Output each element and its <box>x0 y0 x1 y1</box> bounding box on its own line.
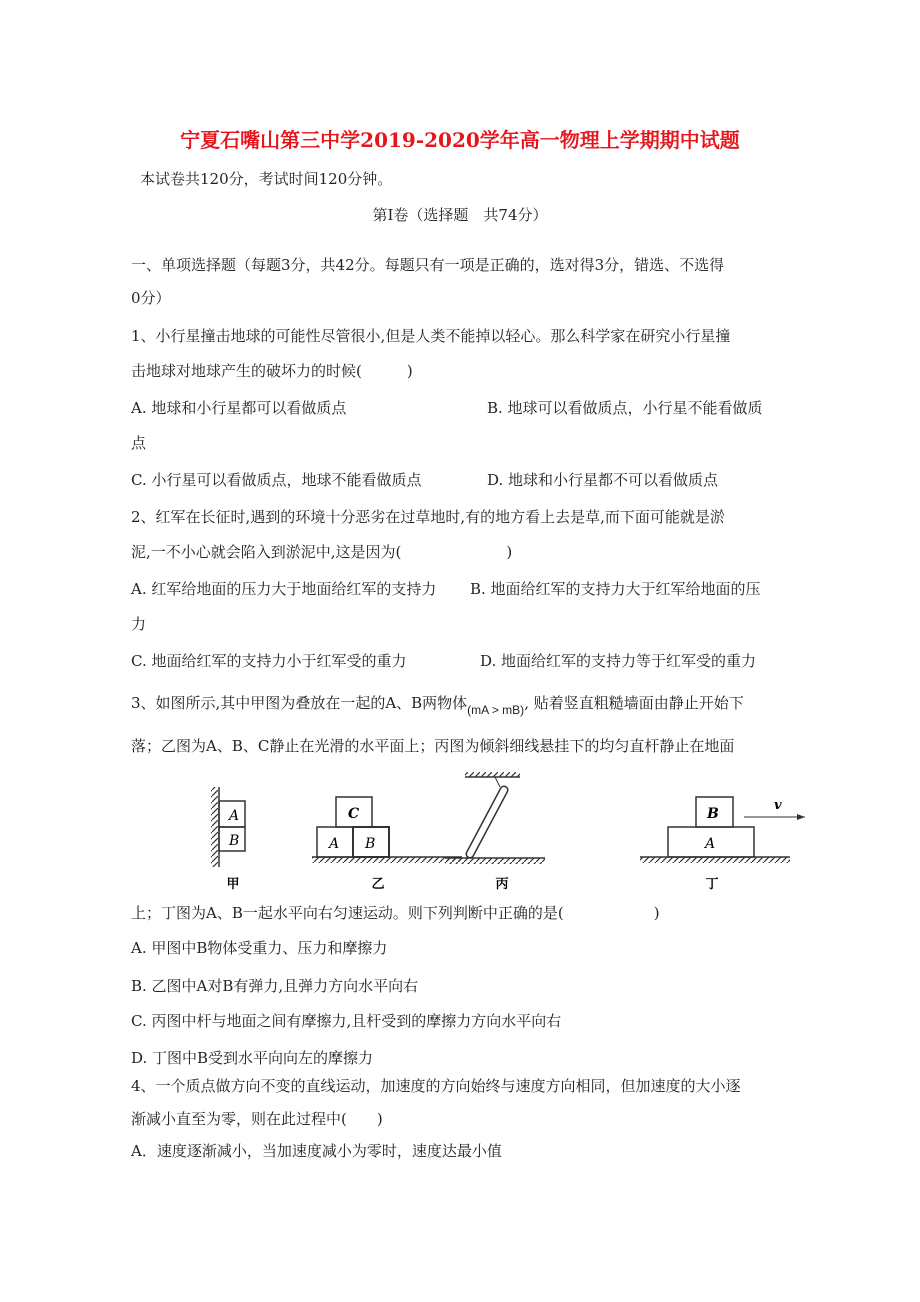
q3-stem-end: 上；丁图为A、B一起水平向右匀速运动。则下列判断中正确的是( ) <box>131 904 660 922</box>
q1-stem-cont: 击地球对地球产生的破坏力的时候( ) <box>131 362 413 380</box>
q3-stem <box>131 693 744 720</box>
figure-bing <box>445 772 545 892</box>
figure-ding <box>640 797 805 892</box>
block-b: B <box>365 836 376 852</box>
document-title: 宁夏石嘴山第三中学2019-2020学年高一物理上学期期中试题 <box>180 128 740 152</box>
q1-option-b: B. 地球可以看做质点，小行星不能看做质 <box>487 399 763 417</box>
figure-yi <box>312 797 462 892</box>
mass-condition: (mA > mB) <box>467 703 525 717</box>
q3-option-b: B. 乙图中A对B有弹力,且弹力方向水平向右 <box>131 977 419 995</box>
q1-option-d: D. 地球和小行星都不可以看做质点 <box>487 471 719 489</box>
q3-stem-b: , 贴着竖直粗糙墙面由静止开始下 <box>524 694 744 712</box>
q4-option-a: A．速度逐渐减小，当加速度减小为零时，速度达最小值 <box>131 1142 502 1160</box>
q2-option-d: D. 地面给红军的支持力等于红军受的重力 <box>480 652 757 670</box>
q3-option-a: A. 甲图中B物体受重力、压力和摩擦力 <box>131 939 388 957</box>
q1-option-b-cont: 点 <box>131 434 147 452</box>
exam-intro: 本试卷共120分，考试时间120分钟。 <box>140 170 393 188</box>
q3-figure <box>200 760 820 900</box>
figure-label: 丙 <box>495 877 509 892</box>
q2-stem: 2、红军在长征时,遇到的环境十分恶劣在过草地时,有的地方看上去是草,而下面可能就是淤 <box>131 508 725 526</box>
q2-option-b: B. 地面给红军的支持力大于红军给地面的压 <box>470 580 761 598</box>
figure-jia <box>211 787 245 892</box>
q1-option-c: C. 小行星可以看做质点，地球不能看做质点 <box>131 471 422 489</box>
block-a: A <box>705 836 716 852</box>
velocity-label: v <box>774 798 782 813</box>
q3-stem-a: 3、如图所示,其中甲图为叠放在一起的A、B两物体 <box>131 694 468 712</box>
part-heading-cont: 0分） <box>131 289 171 307</box>
q3-option-d: D. 丁图中B受到水平向向左的摩擦力 <box>131 1049 374 1067</box>
section-heading: 第Ⅰ卷（选择题 共74分） <box>372 206 548 224</box>
block-c: C <box>348 806 360 822</box>
q4-stem: 4、一个质点做方向不变的直线运动，加速度的方向始终与速度方向相同，但加速度的大小逐 <box>131 1077 741 1095</box>
part-heading: 一、单项选择题（每题3分，共42分。每题只有一项是正确的，选对得3分，错选、不选得 <box>131 256 725 274</box>
figure-label: 丁 <box>705 877 719 892</box>
q2-option-a: A. 红军给地面的压力大于地面给红军的支持力 <box>131 580 437 598</box>
figure-label: 乙 <box>371 877 385 892</box>
q2-option-c: C. 地面给红军的支持力小于红军受的重力 <box>131 652 407 670</box>
q3-stem-cont: 落；乙图为A、B、C静止在光滑的水平面上；丙图为倾斜细线悬挂下的均匀直杆静止在地面 <box>131 737 735 755</box>
q1-option-a: A. 地球和小行星都可以看做质点 <box>131 399 347 417</box>
figure-label: 甲 <box>226 877 240 892</box>
block-b: B <box>229 833 240 849</box>
q2-option-b-cont: 力 <box>131 615 147 633</box>
block-b: B <box>707 806 719 822</box>
q1-stem: 1、小行星撞击地球的可能性尽管很小,但是人类不能掉以轻心。那么科学家在研究小行星撞 <box>131 327 731 345</box>
block-a: A <box>329 836 340 852</box>
q2-stem-cont: 泥,一不小心就会陷入到淤泥中,这是因为( ) <box>131 543 513 561</box>
block-a: A <box>229 808 240 824</box>
q3-option-c: C. 丙图中杆与地面之间有摩擦力,且杆受到的摩擦力方向水平向右 <box>131 1012 562 1030</box>
q4-stem-cont: 渐减小直至为零，则在此过程中( ) <box>131 1110 383 1128</box>
